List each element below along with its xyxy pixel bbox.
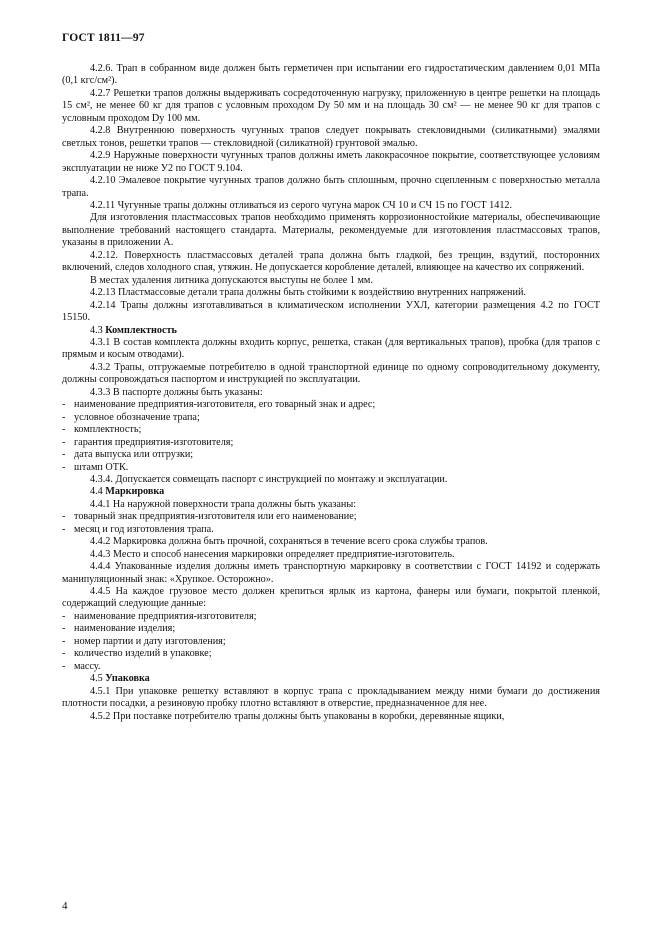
paragraph: 4.2.11 Чугунные трапы должны отливаться из серого чугуна марок СЧ 10 и СЧ 15 по ГОСТ 1412. [90, 199, 513, 211]
list-item [62, 412, 600, 424]
paragraph: 4.4.5 На каждое грузовое место должен крепиться ярлык из картона, фанеры или бумаги, покрытой пленкой, содержащий следующие данные: [62, 586, 600, 610]
document-header: ГОСТ 1811—97 [62, 32, 145, 44]
list-item [62, 623, 600, 635]
section-title: Маркировка [105, 486, 165, 498]
paragraph: 4.3.4. Допускается совмещать паспорт с инструкцией по монтажу и эксплуатации. [90, 473, 448, 485]
paragraph: 4.2.10 Эмалевое покрытие чугунных трапов должно быть сплошным, прочно сцепленным с поверхностью металла трапа. [62, 175, 600, 199]
section-title: Комплектность [105, 324, 177, 336]
list-item [62, 611, 600, 623]
section-number: 4.4 [90, 486, 103, 498]
list-dash: - [62, 610, 66, 622]
paragraph: 4.5.1 При упаковке решетку вставляют в корпус трапа с прокладыванием между ними бумаги до достижения плотности посадки, а резиновую пробку плотно вставляют в отверстие, предназначенное для нее. [62, 685, 600, 710]
section-title: Упаковка [105, 673, 150, 685]
paragraph: 4.2.13 Пластмассовые детали трапа должны быть стойкими к воздействию внутренних напряжений. [90, 287, 526, 299]
section-number: 4.5 [90, 673, 103, 685]
list-item-text: месяц и год изготовления трапа. [74, 523, 214, 535]
paragraph: Для изготовления пластмассовых трапов необходимо применять коррозионностойкие материалы, обеспечивающие выполнение требований настоящего стандарта. Материалы, рекомендуемые для изготовления пластмассовых трапов, указаны в приложении А. [62, 212, 600, 249]
list-dash: - [62, 523, 66, 535]
list-item-text: наименование предприятия-изготовителя; [74, 610, 257, 622]
list-dash: - [62, 399, 66, 411]
paragraph: 4.4.2 Маркировка должна быть прочной, сохраняться в течение всего срока службы трапов. [90, 536, 488, 548]
list-dash: - [62, 511, 66, 523]
list-item-text: массу. [74, 660, 101, 672]
paragraph: 4.4.4 Упакованные изделия должны иметь транспортную маркировку в соответствии с ГОСТ 14192 и содержать манипуляционный знак: «Хрупкое. Осторожно». [62, 561, 600, 585]
section-heading [62, 673, 600, 685]
paragraph: 4.2.14 Трапы должны изготавливаться в климатическом исполнении УХЛ, категории размещения 4.2 по ГОСТ 15150. [62, 299, 600, 324]
paragraph: В местах удаления литника допускаются выступы не более 1 мм. [90, 274, 373, 286]
page-number: 4 [62, 900, 68, 912]
list-dash: - [62, 411, 66, 423]
list-item [62, 449, 600, 461]
list-item-text: номер партии и дату изготовления; [74, 635, 226, 647]
list-item-text: дата выпуска или отгрузки; [74, 449, 194, 461]
list-dash: - [62, 660, 66, 672]
list-item [62, 399, 600, 411]
list-dash: - [62, 449, 66, 461]
paragraph: 4.4.1 На наружной поверхности трапа должны быть указаны: [90, 498, 357, 510]
list-item [62, 636, 600, 648]
section-heading [62, 325, 600, 337]
list-dash: - [62, 436, 66, 448]
list-item-text: наименование изделия; [74, 623, 176, 635]
list-item [62, 661, 600, 673]
paragraph: 4.2.7 Решетки трапов должны выдерживать сосредоточенную нагрузку, приложенную в центре решетки на площадь 15 см², не менее 60 кг для трапов с условным проходом Dy 50 мм и на площадь 30 см² — не менее 90 кг для трапов с условным проходом Dy 100 мм. [62, 87, 600, 124]
list-item-text: количество изделий в упаковке; [74, 648, 212, 660]
list-item-text: комплектность; [74, 424, 142, 436]
list-item [62, 524, 600, 536]
paragraph: 4.2.8 Внутреннюю поверхность чугунных трапов следует покрывать стекловидными (силикатными) эмалями светлых тонов, решетки трапов — стекловидной (силикатной) грунтовой эмалью. [62, 125, 600, 149]
list-dash: - [62, 648, 66, 660]
list-item [62, 511, 600, 523]
list-dash: - [62, 461, 66, 473]
list-item [62, 648, 600, 660]
list-item-text: товарный знак предприятия-изготовителя или его наименование; [74, 511, 357, 523]
list-item-text: штамп ОТК. [74, 461, 129, 473]
list-item-text: условное обозначение трапа; [74, 411, 200, 423]
list-item [62, 437, 600, 449]
paragraph: 4.2.6. Трап в собранном виде должен быть герметичен при испытании его гидростатическим давлением 0,01 МПа (0,1 кгс/см²). [62, 63, 600, 87]
list-dash: - [62, 635, 66, 647]
paragraph: 4.4.3 Место и способ нанесения маркировки определяет предприятие-изготовитель. [90, 548, 455, 560]
list-item-text: наименование предприятия-изготовителя, его товарный знак и адрес; [74, 399, 376, 411]
paragraph: 4.5.2 При поставке потребителю трапы должны быть упакованы в коробки, деревянные ящики, [90, 710, 505, 722]
list-dash: - [62, 623, 66, 635]
paragraph: 4.2.9 Наружные поверхности чугунных трапов должны иметь лакокрасочное покрытие, соответствующее условиям эксплуатации не ниже У2 по ГОСТ 9.104. [62, 150, 600, 174]
list-item [62, 462, 600, 474]
list-dash: - [62, 424, 66, 436]
paragraph: 4.3.3 В паспорте должны быть указаны: [90, 386, 263, 398]
paragraph: 4.3.2 Трапы, отгружаемые потребителю в одной транспортной единице по одному сопроводительному документу, должны сопровождаться паспортом и инструкцией по эксплуатации. [62, 361, 600, 386]
section-number: 4.3 [90, 324, 103, 336]
list-item [62, 424, 600, 436]
list-item-text: гарантия предприятия-изготовителя; [74, 436, 234, 448]
paragraph: 4.3.1 В состав комплекта должны входить корпус, решетка, стакан (для вертикальных трапов), пробка (для трапов с прямым и косым отводами). [62, 336, 600, 361]
section-heading [62, 486, 600, 498]
document-body [62, 63, 600, 723]
paragraph: 4.2.12. Поверхность пластмассовых деталей трапа должна быть гладкой, без трещин, вздутий, посторонних включений, следов холодного спая, утяжин. Не допускается коробление деталей, влияющее на качество их сопряжений. [62, 249, 600, 274]
